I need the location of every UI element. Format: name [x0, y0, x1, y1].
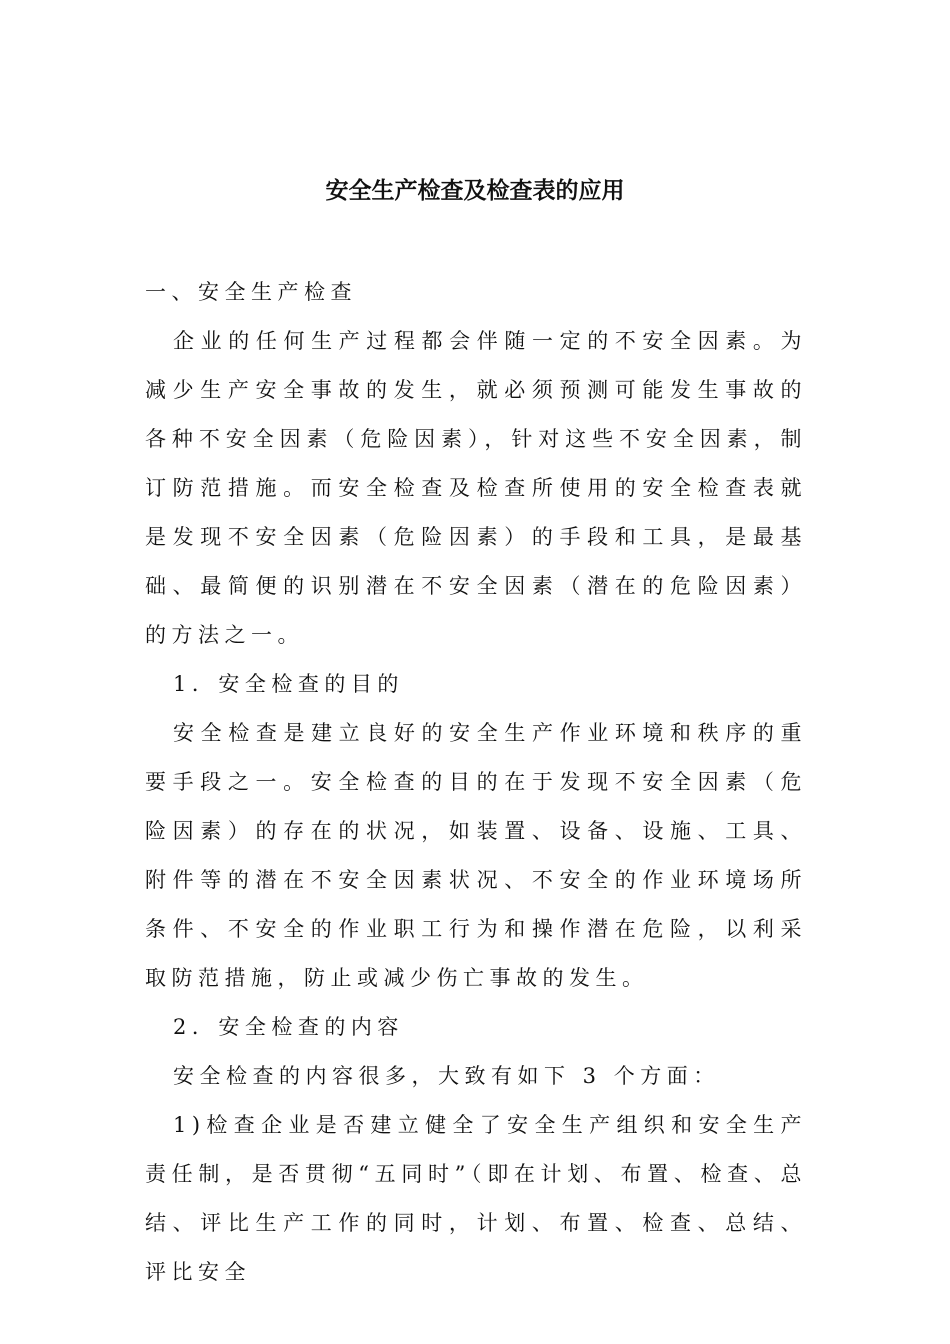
document-title: 安全生产检查及检查表的应用: [325, 178, 625, 204]
subheading-content: 2．安全检查的内容: [173, 1015, 404, 1039]
paragraph-content-item-1: 1)检查企业是否建立健全了安全生产组织和安全生产责任制，是否贯彻“五同时”（即在计划、布置、检查、总结、评比生产工作的同时，计划、布置、检查、总结、评比安全: [145, 1113, 807, 1284]
paragraph-purpose: 安全检查是建立良好的安全生产作业环境和秩序的重要手段之一。安全检查的目的在于发现不安全因素（危险因素）的存在的状况，如装置、设备、设施、工具、附件等的潜在不安全因素状况、不安全的作业环境场所条件、不安全的作业职工行为和操作潜在危险，以利采取防范措施，防止或减少伤亡事故的发生。: [145, 721, 807, 990]
document-body: [145, 268, 807, 1297]
subheading-purpose: 1．安全检查的目的: [173, 672, 404, 696]
paragraph-content-intro: 安全检查的内容很多，大致有如下 3 个方面：: [173, 1064, 720, 1088]
paragraph-intro: 企业的任何生产过程都会伴随一定的不安全因素。为减少生产安全事故的发生，就必须预测可能发生事故的各种不安全因素（危险因素），针对这些不安全因素，制订防范措施。而安全检查及检查所使用的安全检查表就是发现不安全因素（危险因素）的手段和工具，是最基础、最简便的识别潜在不安全因素（潜在的危险因素）的方法之一。: [145, 329, 807, 647]
section-heading: 一、安全生产检查: [145, 280, 357, 304]
